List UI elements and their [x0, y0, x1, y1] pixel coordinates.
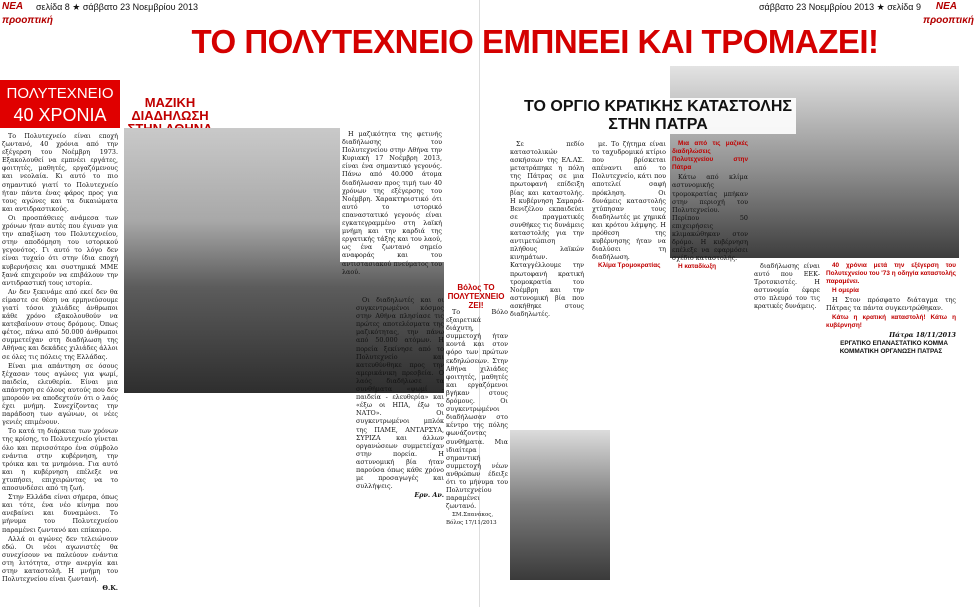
orgio-col3-text: Κάτω από κλίμα αστυνομικής τρομοκρατίας μπήκαν στην περιοχή του Πολυτεχνείου. Περίπου 50 επιχειρήσεις κλιμακώθηκαν στον δρόμο. Η κυβέρνηση επέλεξε να εφαρμόσει σχέδιο καταστολής. — [672, 173, 748, 263]
left-article — [2, 132, 118, 602]
left-paragraph: Το Πολυτεχνείο είναι εποχή ζωντανό, 40 χρόνια από την εξέγερση του Νοέμβρη 1973. Εξακολουθεί να εμπνέει εργάτες, φοιτητές, μαθητές, εργαζόμενους και νεολαία. Κι αυτό το πιο σημαντικό γιατί το Πολυτεχνείο ήταν πάντα ένας φάρος προς για τους αγώνες και τα δικαιώματα και αντιδραστικούς. — [2, 132, 118, 213]
left-paragraph: Οι προσπάθειες ανάμεσα των χρόνων ήταν αυτές που έγιναν για την απαξίωση του Πολυτεχνείου, στην αποδόμηση του ιστορικού γεγονότος. Γι αυτό το λόγο δεν είναι τυχαίο ότι στην ίδια εποχή κυβερνήσεις και συστημικά ΜΜΕ ξανά επιχειρούν να επιβάλουν την αντιδραστική τους ιστορία. — [2, 213, 118, 287]
mazikh-title: ΜΑΖΙΚΗ ΔΙΑΔΗΛΩΣΗ — [131, 95, 209, 123]
volos-text: Το Βόλο εξαιρετικά διάχυτη, συμμετοχή ήταν κοντά και στον φόρο των πρώτων εκδηλώσεων. Στην Αθήνα χιλιάδες φοιτητές, μαθητές και εργαζόμενοι βγήκαν στους δρόμους. Οι συγκεντρωμένοι διαδήλωσαν στο κέντρο της πόλης φωνάζοντας συνθήματα. Μια ιδιαίτερα σημαντική συμμετοχή νέων ανθρώπων έδειξε ότι το μήνυμα του Πολυτεχνείου παραμένει ζωντανό. — [446, 308, 508, 511]
newspaper-logo-left: ΝΕΑ προοπτική — [2, 1, 53, 26]
orgio-col-2 — [592, 140, 666, 600]
anniversary-line-1: ΠΟΛΥΤΕΧΝΕΙΟ — [6, 85, 114, 102]
orgio-subhead: Κλίμα Τρομοκρατίας — [598, 262, 661, 270]
right-page-info: σάββατο 23 Νοεμβρίου 2013 ★ σελίδα 9 — [758, 2, 921, 12]
middle-article — [356, 296, 444, 602]
orgio-col2-text: με. Το ζήτημα είναι το ταχυδρομικό κτίριο που βρίσκεται απέναντι από το Πολυτεχνείο, κάτι που αποτελεί σαφή πρόκληση. Οι δυνάμεις καταστολής χτύπησαν τους διαδηλωτές με χημικά και κρότου λάμψης. Η πρόθεση της κυβέρνησης ήταν να διαλύσει τη διαδήλωση. — [592, 140, 667, 262]
left-paragraph: Είναι μια απάντηση σε όσους ξέχασαν τους αγώνες για ψωμί, παιδεία, ελευθερία. Είναι μια απάντηση σε όλους αυτούς που δεν μπορούν να αποδεχτούν ότι ο λαός έχει μνήμη. Συνεχίζοντας την παράδοση των αγώνων, οι νέες γενιές επιμένουν. — [2, 361, 118, 427]
orgio-title: ΤΟ ΟΡΓΙΟ ΚΡΑΤΙΚΗΣ ΚΑΤΑΣΤΟΛΗΣ ΣΤΗΝ ΠΑΤΡΑ — [520, 98, 796, 134]
orgio-signature-org: ΕΡΓΑΤΙΚΟ ΕΠΑΝΑΣΤΑΤΙΚΟ ΚΟΜΜΑ ΚΟΜΜΑΤΙΚΗ ΟΡΓΑΝΩΣΗ ΠΑΤΡΑΣ — [839, 339, 948, 355]
main-headline: ΤΟ ΠΟΛΥΤΕΧΝΕΙΟ ΕΜΠΝΕΕΙ ΚΑΙ ΤΡΟΜΑΖΕΙ! — [191, 23, 879, 60]
orgio-col-5 — [826, 262, 956, 602]
mazikh-text: Η μαζικότητα της φετινής διαδήλωσης του Πολυτεχνείου στην Αθήνα την Κυριακή 17 Νοέμβρη 2013, είναι ένα σημαντικό γεγονός. Πάνω από 40.000 άτομα διαδήλωσαν προς τιμή των 40 χρόνων της εξέγερσης του Νοέμβρη. Χαρακτηριστικό ότι αυτό το ιστορικό επαναστατικό γεγονός είναι εγκατεγραμμένο στη λαϊκή μνήμη και την καρδιά της εργατικής τάξης και του λαού, ως ένα ζωντανό σημείο αναφοράς και του αντιστασιακού πνεύματος του λαού. — [342, 130, 442, 276]
orgio-col1-text: Σε πεδίο καταστολικών ασκήσεων της ΕΛ.ΑΣ. μετατράπηκε η πόλη της Πάτρας σε μια πρωτοφανή επίδειξη βίας και καταστολής. Η κυβέρνηση Σαμαρά-Βενιζέλου εκπαιδεύει σε πραγματικές συνθήκες τις δυνάμεις καταστολής για την αντιμετώπιση πλήθους λαϊκών κινημάτων. Καταγγέλλουμε την πρωτοφανή κρατική τρομοκρατία του Νοέμβρη και την αστυνομική βία που ασκήθηκε στους διαδηλωτές. — [510, 140, 584, 318]
anniversary-line-2: 40 ΧΡΟΝΙΑ — [13, 105, 107, 125]
anniversary-box — [0, 80, 120, 128]
orgio-col5-red: 40 χρόνια μετά την εξέγερση του Πολυτεχνείου του '73 η οδηγία καταστολής παραμένει. — [826, 262, 956, 286]
volos-article — [446, 308, 508, 602]
middle-signature: Ερν. Αν. — [414, 491, 444, 500]
orgio-col3-head: Μια από τις μαζικές διαδηλώσεις Πολυτεχνείου στην Πάτρα — [672, 140, 748, 172]
orgio-col4-text: διαδήλωσης είναι αυτό που ΕΕΚ-Τροτσκιστές. Η αστυνομία έφερε στο πλευρό του τις κρατικές δυνάμεις. — [754, 262, 820, 311]
mazikh-article — [340, 128, 444, 276]
orgio-signature-place: Πάτρα 18/11/2013 — [889, 330, 956, 339]
orgio-col-1 — [510, 140, 584, 426]
left-page-info: σελίδα 8 ★ σάββατο 23 Νοεμβρίου 2013 — [36, 2, 199, 12]
orgio-col5-text: Η Στον πρόσφατο διάταγμα της Πάτρας τα πάντα συγκεντρώθηκαν. — [826, 296, 956, 313]
volos-signature: ΣΜ.Σπανάκος, Βόλος 17/11/2013 — [446, 512, 497, 527]
middle-text: Οι διαδηλωτές και οι συγκεντρωμένοι κόσμος στην Αθήνα πλησίασε τις πρώτες αποτελέσματα της μαζικότητας, την πάνω από 50.000 ατόμων. Η πορεία ξεκίνησε από το Πολυτεχνείο και κατευθύνθηκε προς την αμερικάνικη πρεσβεία. Ο λαός διαδήλωσε τα συνθήματα «ψωμί - παιδεία - ελευθερία» και «έξω οι ΗΠΑ, έξω το ΝΑΤΟ». Οι συγκεντρωμένοι μπλόκ της ΠΑΜΕ, ΑΝΤΑΡΣΥΑ, ΣΥΡΙΖΑ και άλλων οργανώσεων συμμετείχαν στην πορεία. Η αστυνομική βία ήταν παρούσα όπως κάθε χρόνο με προσαγωγές και συλλήψεις. — [356, 296, 444, 491]
left-signature: Θ.Κ. — [102, 584, 118, 593]
left-paragraph: Αν δεν ξεκινάμε από εκεί δεν θα είμαστε σε θέση να ερμηνεύσουμε γιατί τόσοι χιλιάδες άνθρωποι κάθε χρόνο εξακολουθούν να κατεβαίνουν στους δρόμους. Όπως φέτος, πάνω από 50.000 άνθρωποι συμμετείχαν στη διαδήλωση της Αθήνας και δεκάδες χιλιάδες άλλοι σε όλες τις πόλεις της Ελλάδας. — [2, 287, 118, 361]
left-paragraph: Στην Ελλάδα είναι σήμερα, όπως και τότε, ένα νέο κίνημα που ανεβαίνει και δυναμώνει. Το μήνυμα του Πολυτεχνείου παραμένει ζωντανό και επίκαιρο. — [2, 493, 118, 534]
volos-title: Βόλος ΤΟ ΠΟΛΥΤΕΧΝΕΙΟ ΖΕΙ! — [447, 283, 505, 310]
newspaper-logo-right: ΝΕΑ προοπτική — [923, 1, 974, 26]
orgio-col-3 — [672, 140, 748, 600]
left-paragraph: Αλλά οι αγώνες δεν τελειώνουν εδώ. Οι νέοι αγωνιστές θα συνεχίσουν να παλεύουν ενάντια στη λιτότητα, στην ανεργία και στην καταστολή. Η μνήμη του Πολυτεχνείου είναι ζωντανή. — [2, 534, 118, 584]
orgio-closing: Κάτω η κρατική καταστολή! Κάτω η κυβέρνηση! — [826, 313, 956, 329]
orgio-subhead-3: Η ομερία — [832, 287, 859, 295]
orgio-col-4 — [754, 262, 820, 602]
left-paragraph: Το κατά τη διάρκεια των χρόνων της κρίσης, το Πολυτεχνείο γίνεται όλο και περισσότερο ένα σύμβολο ενάντια στην κυβέρνηση, την τρόικα και τα μνημόνια. Για αυτό και η κυβέρνηση επέλεξε να χτυπήσει, επιχειρώντας να το αποσυνδέσει από τη ζωή. — [2, 427, 119, 493]
orgio-subhead-2: Η καταδίωξη — [678, 263, 717, 271]
